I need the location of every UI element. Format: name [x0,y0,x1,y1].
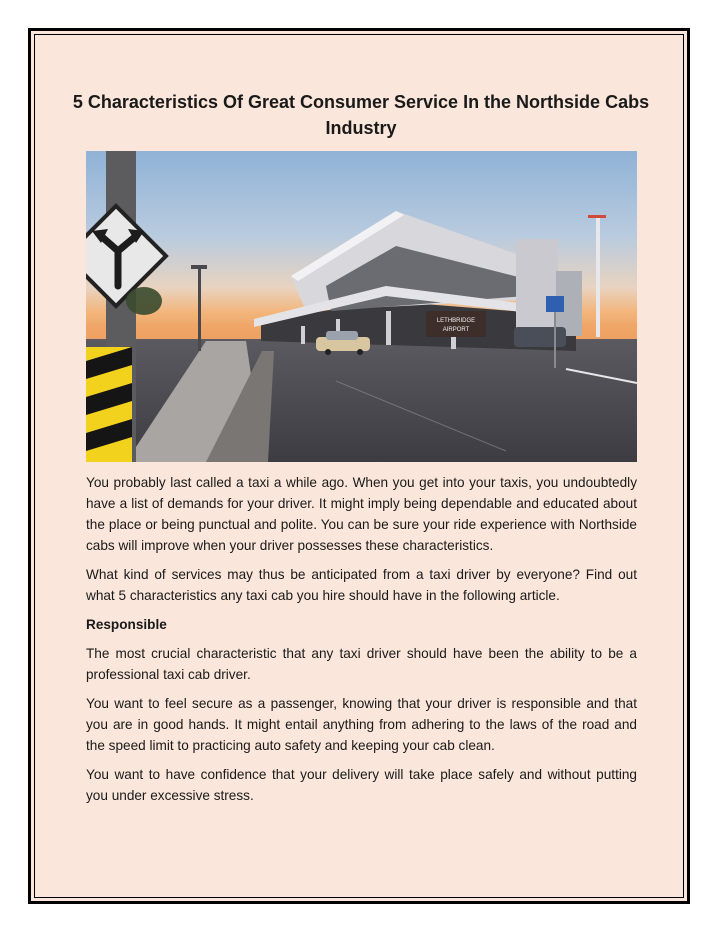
section-heading: Responsible [86,617,167,632]
paragraph-responsible-2: You want to feel secure as a passenger, knowing that your driver is responsible and that you are in good hands. It might entail anything from adhering to the laws of the road and the speed limit to practicing auto safety and keeping your cab clean. [86,696,637,753]
paragraph-responsible-1: The most crucial characteristic that any taxi driver should have been the ability to be a professional taxi cab driver. [86,646,637,682]
hero-photo [86,151,637,462]
paragraph-question: What kind of services may thus be anticipated from a taxi driver by everyone? Find out what 5 characteristics any taxi cab you hire should have in the following article. [86,567,637,603]
paragraph-intro: You probably last called a taxi a while ago. When you get into your taxis, you undoubtedly have a list of demands for your driver. It might imply being dependable and educated about the place or being punctual and polite. You can be sure your ride experience with Northside cabs will improve when your driver possesses these characteristics. [86,475,637,553]
article-body [86,472,637,814]
sign-line1: LETHBRIDGE [436,318,476,324]
article-title: 5 Characteristics Of Great Consumer Service In the Northside Cabs Industry [72,92,650,138]
document-page [28,28,690,904]
sign-line2: AIRPORT [442,327,470,333]
paragraph-responsible-3: You want to have confidence that your delivery will take place safely and without putting you under excessive stress. [86,767,637,803]
